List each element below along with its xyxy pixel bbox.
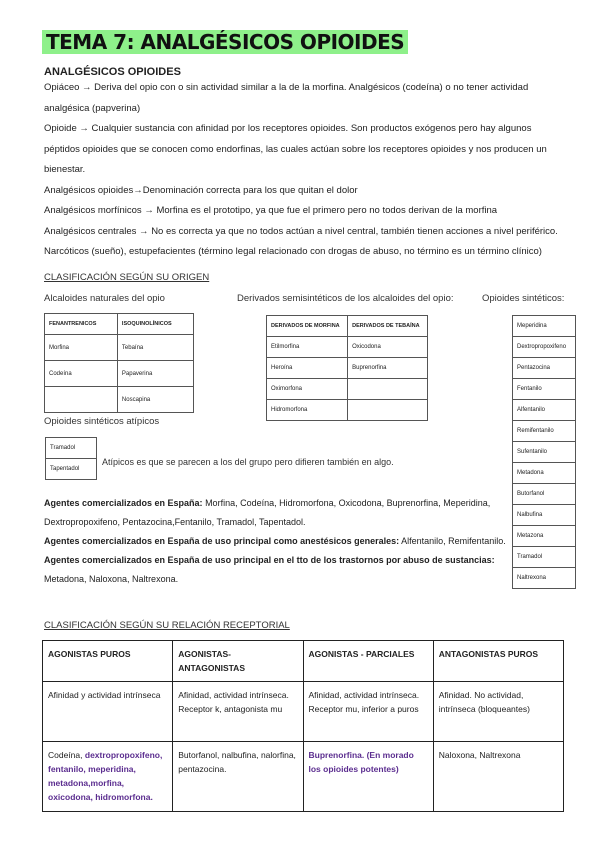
definitions-block <box>44 78 564 263</box>
table-row <box>513 547 576 568</box>
table-cell: Afinidad, actividad intrínseca. Receptor mu, inferior a puros <box>303 682 433 742</box>
table-cell <box>348 400 428 421</box>
natural-table <box>44 313 194 413</box>
table-cell: Butorfanol, nalbufina, nalorfina, pentazocina. <box>173 742 303 812</box>
table-cell: Codeína <box>45 361 118 387</box>
table-cell: Butorfanol <box>513 484 576 505</box>
agents-spain-label: Agentes comercializados en España: <box>44 498 203 508</box>
definition-opiaceo: Opiáceo → Deriva del opio con o sin actividad similar a la de la morfina. Analgésicos (codeína) o no tener actividad analgésica (papverina) <box>44 82 529 114</box>
drugs-potent: dextropropoxifeno, fentanilo, meperidina, metadona,morfina, oxicodona, hidromorfona. <box>48 750 163 802</box>
table-cell: Alfentanilo <box>513 400 576 421</box>
table-cell <box>45 387 118 413</box>
agents-anesthetic-label: Agentes comercializados en España de uso principal como anestésicos generales: <box>44 536 400 546</box>
table-cell: Afinidad y actividad intrínseca <box>43 682 173 742</box>
table-header: DERIVADOS DE TEBAÍNA <box>348 316 428 337</box>
semi-label: Derivados semisintéticos de los alcaloides del opio: <box>237 293 454 304</box>
table-header: DERIVADOS DE MORFINA <box>267 316 348 337</box>
page-title: TEMA 7: ANALGÉSICOS OPIOIDES <box>42 30 408 54</box>
section-subtitle: ANALGÉSICOS OPIOIDES <box>44 66 181 78</box>
table-row <box>267 358 428 379</box>
table-cell: Metadona <box>513 463 576 484</box>
table-row <box>46 459 97 480</box>
table-header: AGONISTAS - PARCIALES <box>303 641 433 682</box>
table-cell: Fentanilo <box>513 379 576 400</box>
table-cell: Noscapina <box>117 387 193 413</box>
atypical-label: Opioides sintéticos atípicos <box>44 416 160 427</box>
origin-heading: CLASIFICACIÓN SEGÚN SU ORIGEN <box>44 272 210 283</box>
table-row <box>267 337 428 358</box>
definition-opioide: Opioide → Cualquier sustancia con afinidad por los receptores opioides. Son productos exógenos pero hay algunos péptidos opioides que se conocen como endorfinas, las cuales actúan sobre los receptores opioides y nos producen un bienestar. <box>44 123 547 175</box>
table-cell: Sufentanilo <box>513 442 576 463</box>
agents-abuse-label: Agentes comercializados en España de uso principal en el tto de los trastornos por abuso de sustancias: <box>44 555 495 565</box>
table-cell: Afinidad. No actividad, intrínseca (bloqueantes) <box>433 682 563 742</box>
table-row <box>267 379 428 400</box>
table-row <box>43 641 564 682</box>
table-row <box>267 400 428 421</box>
table-cell: Pentazocina <box>513 358 576 379</box>
table-cell: Naloxona, Naltrexona <box>433 742 563 812</box>
table-row <box>513 463 576 484</box>
natural-label: Alcaloides naturales del opio <box>44 293 165 304</box>
table-row <box>513 421 576 442</box>
table-header: AGONISTAS-ANTAGONISTAS <box>173 641 303 682</box>
definition-morfinicos: Analgésicos morfínicos → Morfina es el prototipo, ya que fue el primero pero no todos derivan de la morfina <box>44 205 498 216</box>
table-cell: Naltrexona <box>513 568 576 589</box>
table-row <box>45 361 194 387</box>
receptor-heading: CLASIFICACIÓN SEGÚN SU RELACIÓN RECEPTORIAL <box>44 620 290 631</box>
definition-analgesicos-opioides: Analgésicos opioides→Denominación correcta para los que quitan el dolor <box>44 184 358 196</box>
table-cell: Afinidad, actividad intrínseca. Receptor k, antagonista mu <box>173 682 303 742</box>
table-row <box>513 379 576 400</box>
table-row <box>513 358 576 379</box>
receptor-table <box>42 640 564 812</box>
table-cell: Tramadol <box>46 438 97 459</box>
table-cell: Etilmorfina <box>267 337 348 358</box>
table-header: FENANTRENICOS <box>45 314 118 335</box>
table-cell: Metazona <box>513 526 576 547</box>
table-cell: Heroína <box>267 358 348 379</box>
agents-anesthetic-text: Alfentanilo, Remifentanilo. <box>399 536 506 546</box>
table-row <box>43 682 564 742</box>
table-row <box>513 337 576 358</box>
table-cell: Hidromorfona <box>267 400 348 421</box>
drugs-plain: Codeína, <box>48 750 85 760</box>
table-header: AGONISTAS PUROS <box>43 641 173 682</box>
table-cell: Oximorfona <box>267 379 348 400</box>
table-row <box>45 335 194 361</box>
table-cell: Nalbufina <box>513 505 576 526</box>
table-cell: Tramadol <box>513 547 576 568</box>
table-cell: Remifentanilo <box>513 421 576 442</box>
synthetic-label: Opioides sintéticos: <box>482 293 565 304</box>
table-row <box>513 526 576 547</box>
table-row <box>513 484 576 505</box>
table-cell: Meperidina <box>513 316 576 337</box>
table-cell: Morfina <box>45 335 118 361</box>
synthetic-table <box>512 315 576 589</box>
table-cell: Tapentadol <box>46 459 97 480</box>
table-row <box>513 316 576 337</box>
agents-abuse-text: Metadona, Naloxona, Naltrexona. <box>44 574 179 584</box>
table-row <box>513 442 576 463</box>
table-row <box>46 438 97 459</box>
table-cell: Tebaína <box>117 335 193 361</box>
atypical-table <box>45 437 97 480</box>
table-cell: Dextropropoxifeno <box>513 337 576 358</box>
table-cell <box>43 742 173 812</box>
definition-narcoticos: Narcóticos (sueño), estupefacientes (término legal relacionado con drogas de abuso, no término es un término clínico) <box>44 246 542 257</box>
table-row <box>513 400 576 421</box>
agents-block <box>44 494 514 589</box>
table-row <box>513 505 576 526</box>
table-header: ANTAGONISTAS PUROS <box>433 641 563 682</box>
table-cell <box>348 379 428 400</box>
table-cell: Buprenorfina <box>348 358 428 379</box>
table-cell: Buprenorfina. (En morado los opioides potentes) <box>303 742 433 812</box>
table-row <box>45 387 194 413</box>
semi-table <box>266 315 428 421</box>
table-header: ISOQUINOLÍNICOS <box>117 314 193 335</box>
table-cell: Papaverina <box>117 361 193 387</box>
table-row <box>513 568 576 589</box>
agents-spain-text: Morfina, Codeína, Hidromorfona, Oxicodona, Buprenorfina, Meperidina, Dextropropoxifeno, Pentazocina,Fentanilo, Tramadol, Tapentadol. <box>44 498 491 527</box>
definition-centrales: Analgésicos centrales → No es correcta ya que no todos actúan a nivel central, también tienen acciones a nivel periférico. <box>44 225 558 237</box>
table-cell: Oxicodona <box>348 337 428 358</box>
table-row <box>43 742 564 812</box>
atypical-note: Atípicos es que se parecen a los del grupo pero difieren también en algo. <box>102 457 394 467</box>
